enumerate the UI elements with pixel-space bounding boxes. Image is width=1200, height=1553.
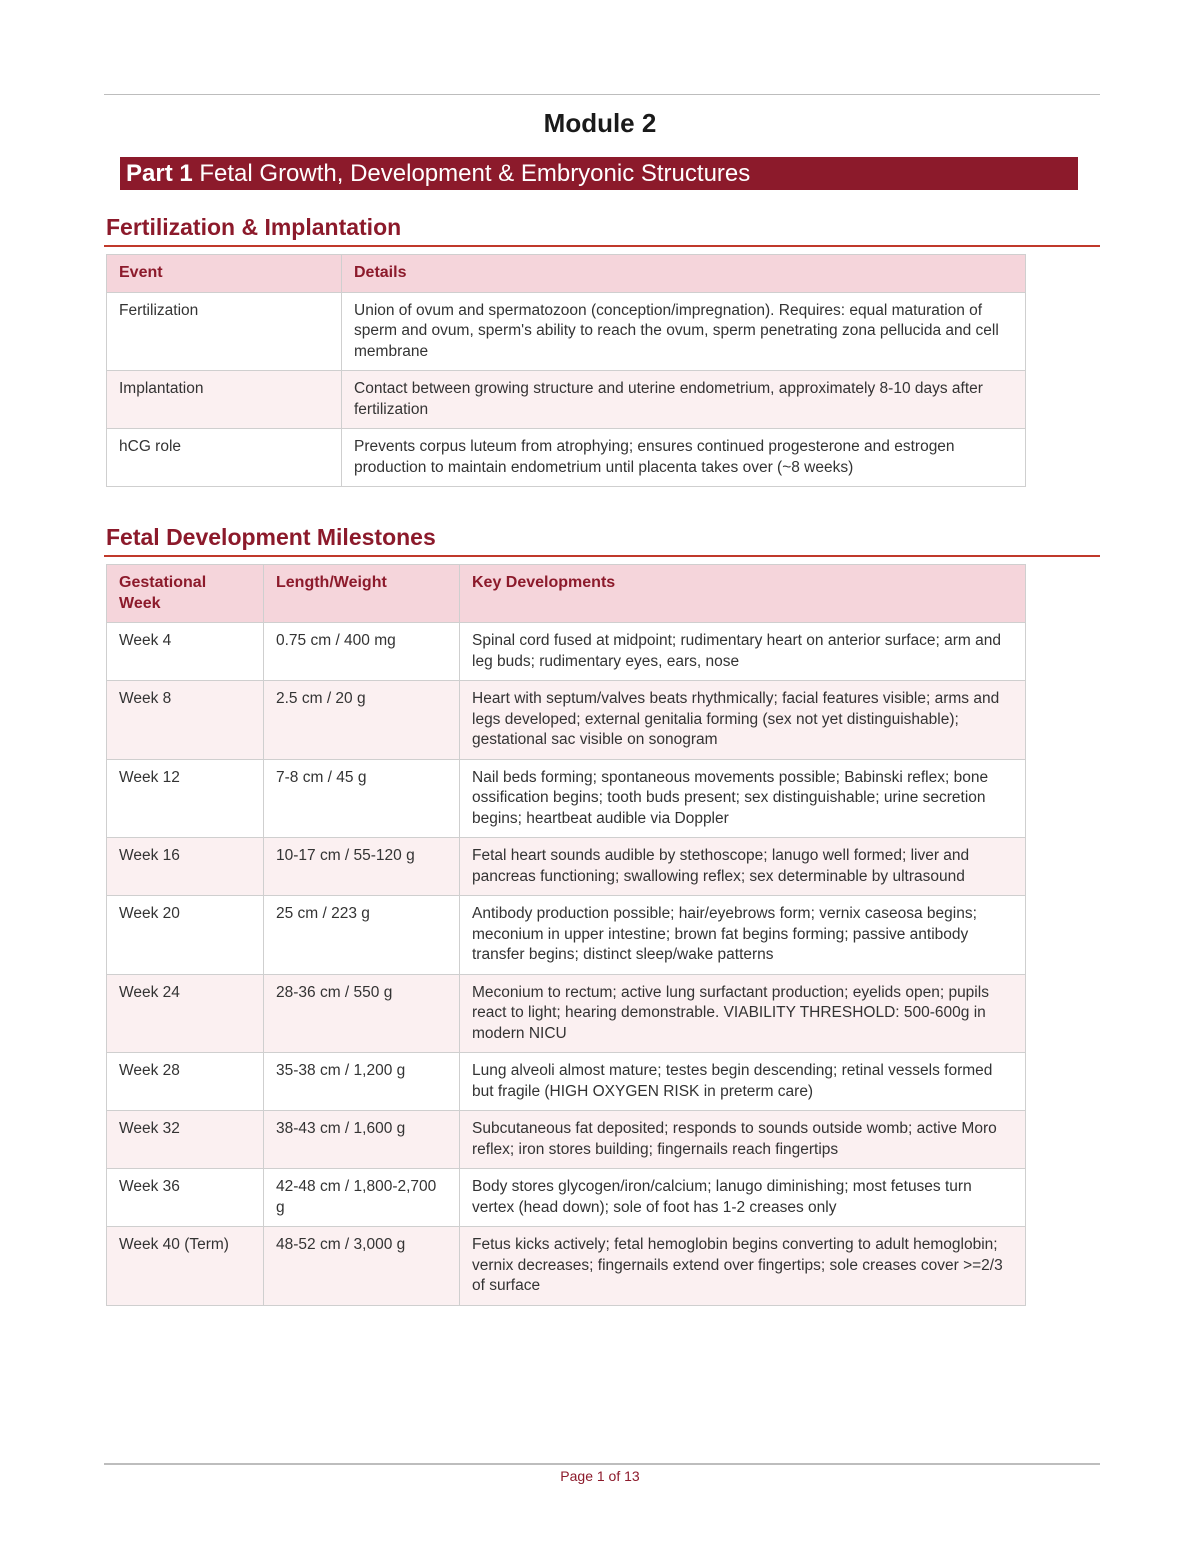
developments-cell: Lung alveoli almost mature; testes begin descending; retinal vessels formed but fragile (HIGH OXYGEN RISK in preterm care) [460,1053,1026,1111]
event-cell: Fertilization [107,292,342,371]
developments-cell: Nail beds forming; spontaneous movements possible; Babinski reflex; bone ossification begins; tooth buds present; sex distinguishable; urine secretion begins; heartbeat audible via Doppler [460,759,1026,838]
table-row [107,896,1026,975]
table-row [107,1169,1026,1227]
size-cell: 48-52 cm / 3,000 g [264,1227,460,1306]
header-gestational-week: Gestational Week [107,565,264,623]
developments-cell: Body stores glycogen/iron/calcium; lanugo diminishing; most fetuses turn vertex (head down); sole of foot has 1-2 creases only [460,1169,1026,1227]
event-cell: hCG role [107,429,342,487]
table-header-row [107,565,1026,623]
size-cell: 2.5 cm / 20 g [264,681,460,760]
event-cell: Implantation [107,371,342,429]
size-cell: 35-38 cm / 1,200 g [264,1053,460,1111]
week-cell: Week 20 [107,896,264,975]
week-cell: Week 16 [107,838,264,896]
header-key-developments: Key Developments [460,565,1026,623]
week-cell: Week 8 [107,681,264,760]
header-length-weight: Length/Weight [264,565,460,623]
table-row [107,371,1026,429]
developments-cell: Fetus kicks actively; fetal hemoglobin begins converting to adult hemoglobin; vernix decreases; fingernails extend over fingertips; sole creases cover >=2/3 of surface [460,1227,1026,1306]
page-number: Page 1 of 13 [560,1468,640,1484]
milestones-section-rule [104,555,1100,557]
milestones-section-title: Fetal Development Milestones [106,524,436,550]
table-row [107,974,1026,1053]
table-row [107,1227,1026,1306]
header-rule [104,94,1100,95]
details-cell: Prevents corpus luteum from atrophying; ensures continued progesterone and estrogen production to maintain endometrium until placenta takes over (~8 weeks) [342,429,1026,487]
details-cell: Contact between growing structure and uterine endometrium, approximately 8-10 days after fertilization [342,371,1026,429]
developments-cell: Heart with septum/valves beats rhythmically; facial features visible; arms and legs developed; external genitalia forming (sex not yet distinguishable); gestational sac visible on sonogram [460,681,1026,760]
developments-cell: Fetal heart sounds audible by stethoscope; lanugo well formed; liver and pancreas functioning; swallowing reflex; sex determinable by ultrasound [460,838,1026,896]
header-details: Details [342,255,1026,293]
milestones-table [106,564,1026,1306]
table-row [107,292,1026,371]
table-row [107,838,1026,896]
week-cell: Week 12 [107,759,264,838]
module-title: Module 2 [543,108,657,138]
week-cell: Week 4 [107,623,264,681]
developments-cell: Antibody production possible; hair/eyebrows form; vernix caseosa begins; meconium in upper intestine; brown fat begins forming; passive antibody transfer begins; distinct sleep/wake patterns [460,896,1026,975]
part-label: Part 1 [126,160,193,187]
table-row [107,1053,1026,1111]
fertilization-section-title: Fertilization & Implantation [106,214,402,240]
size-cell: 25 cm / 223 g [264,896,460,975]
developments-cell: Subcutaneous fat deposited; responds to sounds outside womb; active Moro reflex; iron stores building; fingernails reach fingertips [460,1111,1026,1169]
header-event: Event [107,255,342,293]
size-cell: 10-17 cm / 55-120 g [264,838,460,896]
details-cell: Union of ovum and spermatozoon (conception/impregnation). Requires: equal maturation of sperm and ovum, sperm's ability to reach the ovum, sperm penetrating zona pellucida and cell membrane [342,292,1026,371]
size-cell: 42-48 cm / 1,800-2,700 g [264,1169,460,1227]
week-cell: Week 40 (Term) [107,1227,264,1306]
week-cell: Week 32 [107,1111,264,1169]
table-row [107,623,1026,681]
week-cell: Week 36 [107,1169,264,1227]
table-row [107,759,1026,838]
size-cell: 38-43 cm / 1,600 g [264,1111,460,1169]
fertilization-table [106,254,1026,487]
table-row [107,429,1026,487]
table-header-row [107,255,1026,293]
size-cell: 7-8 cm / 45 g [264,759,460,838]
footer-rule [104,1463,1100,1465]
table-row [107,681,1026,760]
developments-cell: Spinal cord fused at midpoint; rudimentary heart on anterior surface; arm and leg buds; rudimentary eyes, ears, nose [460,623,1026,681]
table-row [107,1111,1026,1169]
fertilization-section-rule [104,245,1100,247]
week-cell: Week 24 [107,974,264,1053]
part-banner [120,157,1078,190]
size-cell: 0.75 cm / 400 mg [264,623,460,681]
part-title: Fetal Growth, Development & Embryonic Structures [199,160,751,187]
size-cell: 28-36 cm / 550 g [264,974,460,1053]
developments-cell: Meconium to rectum; active lung surfactant production; eyelids open; pupils react to light; hearing demonstrable. VIABILITY THRESHOLD: 500-600g in modern NICU [460,974,1026,1053]
week-cell: Week 28 [107,1053,264,1111]
